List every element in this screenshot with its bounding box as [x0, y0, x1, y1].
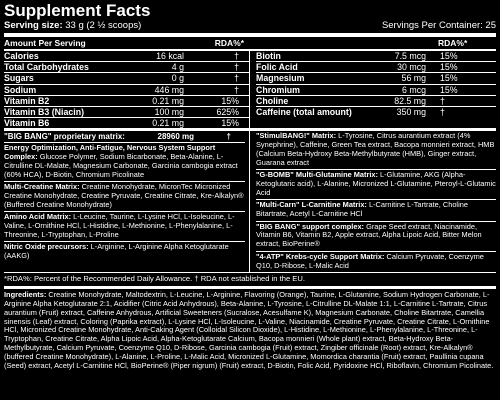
big-bang-matrix-row	[4, 131, 245, 143]
nutrient-row: Chromium 6 mcg 15%	[256, 85, 496, 96]
servings-per-container: Servings Per Container: 25	[381, 20, 496, 31]
rda-header-right: RDA%*	[438, 38, 468, 48]
ingredients-list	[4, 289, 496, 370]
amount-header-left	[4, 38, 250, 49]
nutrient-row: Caffeine (total amount) 350 mg †	[256, 107, 445, 118]
ingredients-heading: Ingredients:	[4, 290, 47, 300]
label-title: Supplement Facts	[4, 1, 151, 20]
nutrient-row: Total Carbohydrates 4 g †	[4, 62, 249, 73]
big-bang-amount: 28960 mg	[157, 132, 194, 142]
nutrient-row: Vitamin B2 0.21 mg 15%	[4, 96, 249, 107]
ingredients-text: Creatine Monohydrate, Maltodextrin, L-Leucine, L-Arginine, Flavoring (Orange), Taurine, L-Glutamine, Sodium Hydrogen Carbonate, L-Arginine Alpha Ketoglutarate 2:1, Acidifier (Citric Acid Anhydrous), Beta-Alanine, L-Tyrosine, L-Citrulline DL-Malate 1:1, L-Carnitine L-Tartrate, Citrus aurantium (Fruit) extract, Caffeine Anhydrous, Artificial Sweeteners (Sucralose, Acesulfame K), Magnesium Carbonate, Choline Bitartrate, Camellia sinensis (Leaf) extract, Coloring (Paprika extract), L-Lysine HCl, L-Isoleucine, L-Valine, Niacinamide, Creatine Pyruvate, Creatine Citrate, L-Ornithine HCl, Micronized Creatine Monohydrate, Anti-Caking Agent (Colloidal Silicon Dioxide), L-Histidine, L-Methionine, L-Phenylalanine, L-Threonine, L-Tryptophan, Creatine Citrate, Alpha Lipoic Acid, Alpha-Ketoglutarate Calcium, Bacopa monnieri (Whole plant) extract, Beta-Hydroxy Beta-Methylbutyrate, Calcium Pyruvate, Coenzyme Q10, D-Ribose, Garcinia cambogia (Fruit) extract, Zingiber officinale (Root) extract, Kre-Alkalyn® (buffered Creatine Monohydrate), L-Alanine, L-Proline, L-Malic Acid, Micronized L-Glutamine, Momordica charantia (Fruit) extract, Paullinia cupana (Seed) extract, Acetyl L-Carnitine HCl, BioPerine® (Piper nigrum) (Fruit) extract, D-Biotin, Folic Acid, Pyridoxine HCl, Riboflavin, Chromium Picolinate.	[4, 290, 494, 370]
matrix-block: "4-ATP" Krebs-cycle Support Matrix: Calcium Pyruvate, Coenzyme Q10, D-Ribose, L-Malic Acid	[256, 251, 484, 270]
matrix-block: "G-BOMB" Multi-Glutamine Matrix: L-Glutamine, AKG (Alpha-Ketoglutaric acid), L-Alanine, Micronized L-Glutamine, Pteroyl-L-Glutamic Acid	[256, 170, 496, 200]
proprietary-matrix-section	[4, 131, 496, 273]
nutrient-row: Choline 82.5 mg †	[256, 96, 496, 107]
serving-size-value: 33 g (2 ½ scoops)	[65, 20, 142, 31]
big-bang-rda: †	[226, 132, 231, 142]
matrix-block: Energy Optimization, Anti-Fatigue, Nervous System Support Complex: Glucose Polymer, Sodium Bicarbonate, Beta-Alanine, L-Citrulline DL-Malate, Magnesium Carbonate, Garcinia cambogia extract (60% HCA), D-Biotin, Chromium Picolinate	[4, 143, 245, 182]
matrix-block: "Multi-Carn" L-Carnitine Matrix: L-Carnitine L-Tartrate, Choline Bitartrate, Acetyl L-Carnitine HCl	[256, 200, 496, 221]
matrix-column-right	[250, 131, 496, 272]
serving-info	[4, 20, 496, 37]
nutrient-row: Vitamin B3 (Niacin) 100 mg 625%	[4, 107, 249, 118]
matrix-block: "BIG BANG" support complex: Grape Seed extract, Niacinamide, Vitamin B6, Vitamin B2, Apple extract, Alpha Lipoic Acid, Bitter Melon extract, BioPerine®	[256, 222, 496, 252]
nutrient-row: Magnesium 56 mg 15%	[256, 73, 496, 84]
rda-footnote: *RDA%: Percent of the Recommended Daily Allowance. † RDA not established in the EU.	[4, 273, 496, 289]
nutrient-row: Sodium 446 mg †	[4, 85, 249, 96]
nutrient-column-right	[250, 51, 496, 128]
nutrient-row: Folic Acid 30 mcg 15%	[256, 62, 496, 73]
rda-header-left: RDA%*	[214, 38, 244, 48]
amount-per-serving-label: Amount Per Serving	[4, 38, 86, 48]
serving-size-label: Serving size:	[4, 20, 63, 31]
matrix-block: Nitric Oxide precursors: L-Arginine, L-Arginine Alpha Ketoglutarate (AAKG)	[4, 242, 229, 261]
nutrient-row: Sugars 0 g †	[4, 73, 249, 84]
matrix-block: Amino Acid Matrix: L-Leucine, Taurine, L-Lysine HCl, L-Isoleucine, L-Valine, L-Ornithine HCl, L-Histidine, L-Methionine, L-Phenylalanine, L-Threonine, L-Tryptophan, L-Proline	[4, 212, 245, 242]
matrix-column-left	[4, 131, 250, 272]
nutrient-row: Vitamin B6 0.21 mg 15%	[4, 118, 239, 129]
matrix-block: Multi-Creatine Matrix: Creatine Monohydrate, MicronTec Micronized Creatine Monohydrate, Creatine Pyruvate, Creatine Citrate, Kre-Alkalyn® (Buffered Creatine Monohydrate)	[4, 182, 245, 212]
nutrient-table	[4, 51, 496, 131]
nutrient-row: Biotin 7.5 mcg 15%	[256, 51, 496, 62]
nutrient-column-left	[4, 51, 250, 128]
matrix-block: "StimulBANG!" Matrix: L-Tyrosine, Citrus aurantium extract (4% Synephrine), Caffeine, Green Tea extract, Bacopa monnieri extract, HMB (Calcium Beta-Hydroxy Beta-Methylbutyrate (HMB), Ginger extract, Guarana extract	[256, 131, 496, 170]
amount-header	[4, 37, 496, 51]
big-bang-name: "BIG BANG" proprietary matrix:	[4, 132, 125, 142]
amount-header-right	[250, 38, 496, 49]
nutrient-row: Calories 16 kcal †	[4, 51, 249, 62]
serving-size	[4, 20, 141, 32]
